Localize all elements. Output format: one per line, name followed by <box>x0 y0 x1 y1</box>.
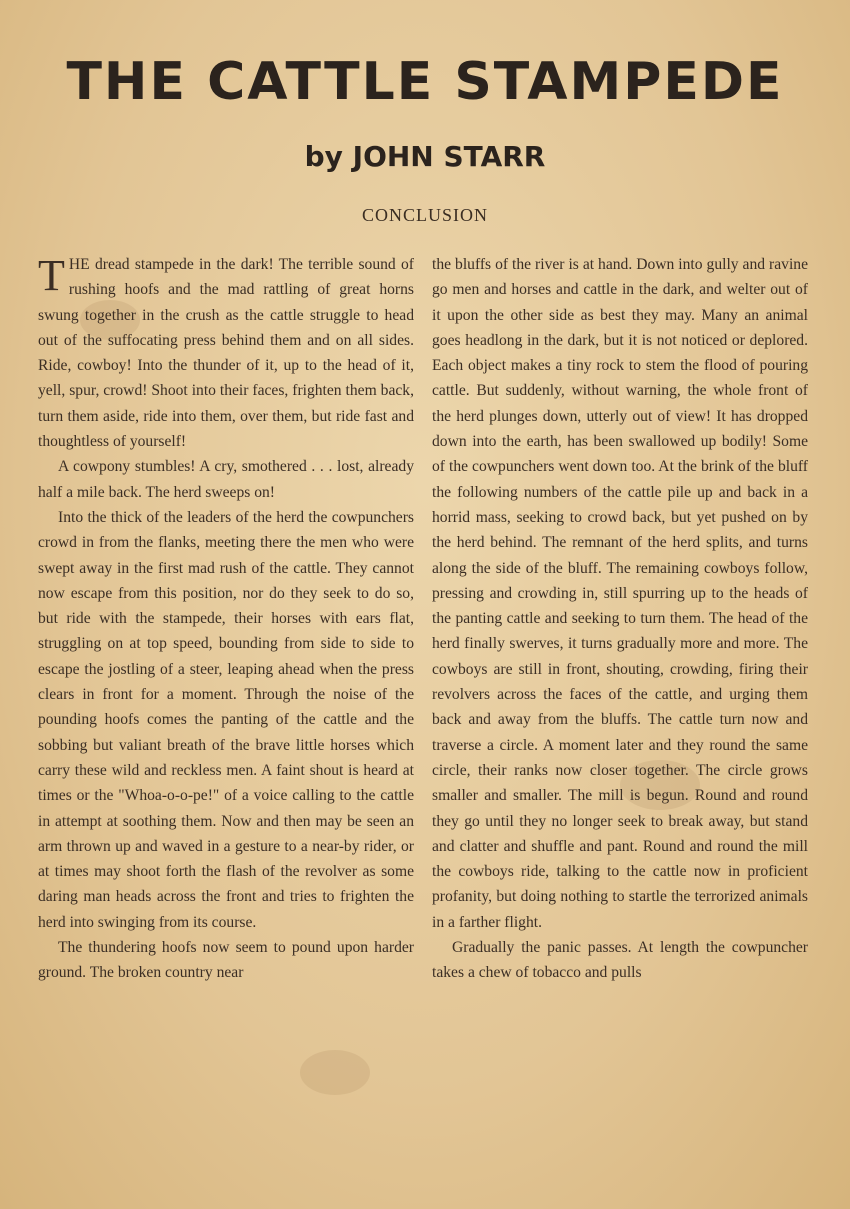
paragraph: the bluffs of the river is at hand. Down into gully and ravine go men and horses and cattle in the dark, and welter out of it upon the other side as best they may. Many an animal goes headlong in the dark, but it is not noticed or deplored. Each object makes a tiny rock to stem the flood of pouring cattle. But suddenly, without warning, the whole front of the herd plunges down, utterly out of view! It has dropped down into the earth, has been swallowed up bodily! Some of the cowpunchers went down too. At the brink of the bluff the following numbers of the cattle pile up and back in a horrid mass, seeking to crowd back, but yet pushed on by the herd behind. The remnant of the herd splits, and turns along the side of the bluff. The remaining cowboys follow, pressing and crowding in, still spurring up to the heads of the panting cattle and seeking to turn them. The head of the herd finally swerves, it turns gradually more and more. The cowboys are still in front, shouting, crowding, firing their revolvers across the faces of the cattle, and urging them back and away from the bluffs. The cattle turn now and traverse a circle. A moment later and they round the same circle, their ranks now closer together. The circle grows smaller and smaller. The mill is begun. Round and round they go until they no longer seek to break away, but stand and clatter and shuffle and pant. Round and round the mill the cowboys ride, talking to the cattle now in proficient profanity, but doing nothing to startle the terrorized animals in a farther flight. <box>432 256 808 931</box>
section-label: CONCLUSION <box>361 205 488 225</box>
paragraph: A cowpony stumbles! A cry, smothered . . . lost, already half a mile back. The herd sweeps on! <box>38 458 414 501</box>
paragraph: Into the thick of the leaders of the herd the cowpunchers crowd in from the flanks, meeting there the men who were swept away in the first mad rush of the cattle. They cannot now escape from this position, nor do they seek to do so, but ride with the stampede, their horses with ears flat, struggling on at top speed, bounding from side to side to escape the jostling of a steer, leaping ahead when the press clears in front for a moment. Through the noise of the pounding hoofs comes the panting of the cattle and the sobbing but valiant breath of the brave little horses which carry these wild and reckless men. A faint shout is heard at times or the "Whoa-o-o-pe!" of a voice calling to the cattle in attempt at soothing them. Now and then may be seen an arm thrown up and waved in a gesture to a near-by rider, or at times may shoot forth the flash of the revolver as some daring man heads across the front and tries to frighten the herd into swinging from its course. <box>38 508 414 931</box>
paragraph: Gradually the panic passes. At length the cowpuncher takes a chew of tobacco and pulls <box>432 939 808 982</box>
paragraph: The thundering hoofs now seem to pound upon harder ground. The broken country near <box>38 939 414 982</box>
article-title: THE CATTLE STAMPEDE <box>66 52 784 112</box>
left-column <box>38 252 414 1197</box>
drop-cap: T <box>38 252 65 300</box>
paragraph-text: HE dread stampede in the dark! The terrible sound of rushing hoofs and the mad rattling of great horns swung together in the crush as the cattle struggle to head out of the suffocating press behind them and on all sides. Ride, cowboy! Into the thunder of it, up to the head of it, yell, spur, crowd! Shoot into their faces, frighten them back, turn them aside, ride into them, over them, but ride fast and thoughtless of yourself! <box>38 256 414 451</box>
paragraph <box>38 252 414 454</box>
article-byline: by JOHN STARR <box>304 140 546 173</box>
right-column <box>432 252 808 1197</box>
